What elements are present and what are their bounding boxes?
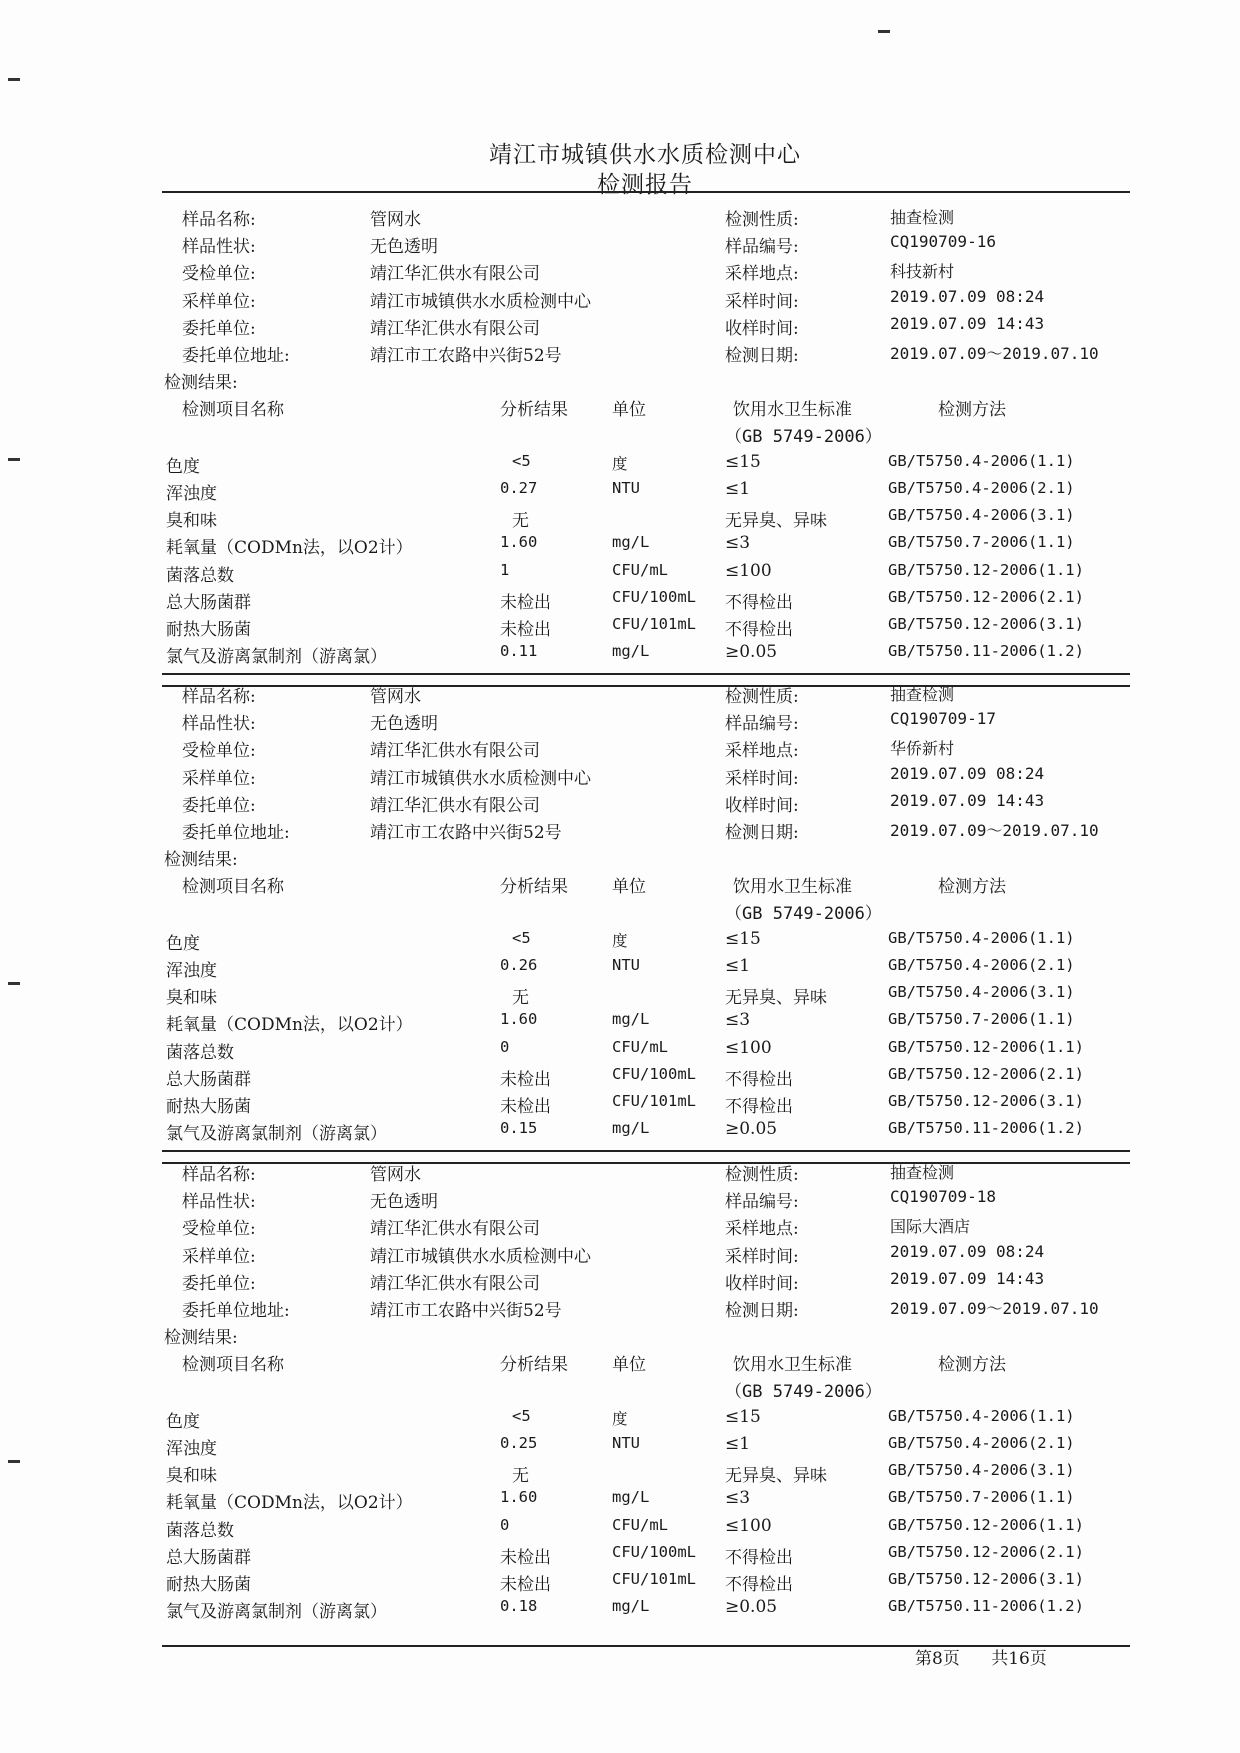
item-standard: 无异臭、异味 (725, 511, 827, 532)
item-method: GB/T5750.4-2006(2.1) (888, 1434, 1075, 1452)
item-name: 耗氧量（CODMn法，以O2计） (166, 538, 413, 559)
results-header-sub (0, 1377, 1240, 1404)
item-unit: 度 (612, 931, 628, 950)
info-row (0, 818, 1240, 845)
results-header (0, 872, 1240, 899)
item-unit: CFU/100mL (612, 1064, 696, 1083)
scan-mark (878, 30, 890, 33)
info-value: 无色透明 (370, 714, 438, 735)
item-standard: ≤3 (725, 1010, 751, 1031)
info-value: 华侨新村 (890, 739, 955, 759)
item-unit: CFU/100mL (612, 1542, 696, 1561)
info-value: 靖江市工农路中兴街52号 (370, 1301, 562, 1321)
item-standard: ≤15 (725, 1406, 761, 1427)
info-label: 受检单位: (182, 1219, 256, 1240)
item-standard: ≤1 (725, 956, 751, 976)
item-standard: ≤1 (725, 1434, 751, 1454)
info-label: 样品性状: (182, 1192, 256, 1213)
item-unit: CFU/101mL (612, 1570, 696, 1588)
item-method: GB/T5750.4-2006(2.1) (888, 479, 1075, 497)
table-row (0, 452, 1240, 479)
item-name: 耗氧量（CODMn法，以O2计） (166, 1493, 413, 1514)
item-name: 总大肠菌群 (166, 1069, 251, 1090)
item-standard: ≥0.05 (725, 1119, 778, 1140)
col-standard-header: 饮用水卫生标准 (733, 877, 852, 898)
info-value: 管网水 (370, 687, 421, 707)
item-method: GB/T5750.12-2006(2.1) (888, 1064, 1084, 1083)
scan-mark (8, 1460, 20, 1463)
item-unit: CFU/100mL (612, 587, 696, 606)
info-label: 受检单位: (182, 264, 256, 285)
table-row (0, 1516, 1240, 1543)
item-standard: ≤15 (725, 451, 761, 472)
col-method-header: 检测方法 (938, 400, 1006, 421)
item-result: 0.25 (500, 1434, 538, 1452)
item-unit: mg/L (612, 1119, 650, 1138)
item-unit: mg/L (612, 1597, 650, 1616)
item-standard: ≤1 (725, 479, 751, 499)
info-value: 靖江华汇供水有限公司 (370, 318, 540, 339)
info-value: 科技新村 (890, 262, 955, 282)
info-value: 2019.07.09 08:24 (890, 1241, 1045, 1261)
item-name: 菌落总数 (166, 1520, 234, 1541)
table-row (0, 1597, 1240, 1624)
item-method: GB/T5750.7-2006(1.1) (888, 533, 1075, 552)
info-label: 样品编号: (725, 1192, 799, 1213)
section-divider (162, 1150, 1130, 1152)
table-row (0, 615, 1240, 642)
col-item-header: 检测项目名称 (182, 877, 284, 898)
info-row (0, 314, 1240, 341)
info-row (0, 1214, 1240, 1241)
item-result: 无 (512, 511, 529, 532)
info-label: 采样地点: (725, 1219, 799, 1240)
item-name: 臭和味 (166, 988, 217, 1009)
item-name: 浑浊度 (166, 961, 217, 981)
item-result: 0.11 (500, 642, 538, 661)
info-value: CQ190709-16 (890, 232, 996, 252)
col-unit-header: 单位 (612, 400, 646, 421)
info-label: 样品性状: (182, 714, 256, 735)
item-result: 0 (500, 1037, 510, 1056)
info-value: 国际大酒店 (890, 1217, 971, 1237)
info-row (0, 1242, 1240, 1269)
info-row (0, 341, 1240, 368)
info-label: 受检单位: (182, 741, 256, 762)
item-method: GB/T5750.12-2006(2.1) (888, 1542, 1084, 1561)
item-result: 未检出 (500, 620, 551, 640)
table-row (0, 929, 1240, 956)
table-row (0, 1119, 1240, 1146)
scan-mark (8, 458, 20, 461)
item-name: 氯气及游离氯制剂（游离氯） (166, 1602, 387, 1623)
item-standard: ≤3 (725, 1488, 751, 1509)
info-value: 抽查检测 (890, 685, 955, 704)
page-number: 第8页 (915, 1649, 960, 1669)
info-label: 委托单位: (182, 795, 256, 816)
info-label: 检测性质: (725, 210, 799, 230)
item-standard: ≥0.05 (725, 1597, 778, 1618)
item-standard: 不得检出 (725, 1575, 793, 1595)
table-row (0, 1488, 1240, 1515)
item-method: GB/T5750.7-2006(1.1) (888, 1488, 1075, 1507)
info-label: 检测性质: (725, 687, 799, 707)
col-result-header: 分析结果 (500, 877, 568, 898)
info-value: 2019.07.09 14:43 (890, 313, 1045, 333)
item-result: 未检出 (500, 1069, 551, 1090)
info-value: 靖江市工农路中兴街52号 (370, 823, 562, 843)
col-standard-sub: （GB 5749-2006） (725, 426, 882, 447)
item-name: 色度 (166, 933, 200, 954)
info-label: 样品名称: (182, 210, 256, 230)
item-name: 耐热大肠菌 (166, 1575, 251, 1595)
item-name: 总大肠菌群 (166, 592, 251, 613)
item-name: 浑浊度 (166, 1439, 217, 1459)
table-row (0, 1092, 1240, 1119)
info-value: 2019.07.09～2019.07.10 (890, 821, 1099, 840)
item-unit: mg/L (612, 1488, 650, 1507)
item-name: 色度 (166, 1411, 200, 1432)
info-value: 靖江华汇供水有限公司 (370, 1219, 540, 1240)
info-row (0, 287, 1240, 314)
item-name: 臭和味 (166, 1466, 217, 1487)
item-result: <5 (512, 1406, 531, 1425)
item-result: <5 (512, 451, 531, 470)
item-standard: 无异臭、异味 (725, 1466, 827, 1487)
item-standard: 无异臭、异味 (725, 988, 827, 1009)
item-method: GB/T5750.4-2006(1.1) (888, 1406, 1075, 1425)
item-method: GB/T5750.11-2006(1.2) (888, 642, 1084, 661)
table-row (0, 1570, 1240, 1597)
info-label: 样品编号: (725, 237, 799, 258)
info-value: 2019.07.09～2019.07.10 (890, 1299, 1099, 1318)
item-name: 色度 (166, 456, 200, 477)
table-row (0, 642, 1240, 669)
info-label: 委托单位地址: (182, 823, 290, 843)
item-standard: ≤100 (725, 560, 772, 581)
info-label: 收样时间: (725, 318, 799, 339)
page-footer (915, 1644, 1073, 1669)
item-name: 氯气及游离氯制剂（游离氯） (166, 647, 387, 668)
info-label: 采样时间: (725, 291, 799, 312)
page-total: 共16页 (991, 1649, 1047, 1669)
item-name: 臭和味 (166, 511, 217, 532)
item-result: 1.60 (500, 533, 538, 552)
item-unit: 度 (612, 454, 628, 473)
info-label: 收样时间: (725, 1273, 799, 1294)
info-value: 靖江华汇供水有限公司 (370, 264, 540, 285)
item-unit: CFU/mL (612, 560, 668, 579)
table-row (0, 588, 1240, 615)
item-standard: 不得检出 (725, 1069, 793, 1090)
info-value: 管网水 (370, 210, 421, 230)
info-row (0, 1269, 1240, 1296)
scan-mark (8, 78, 20, 81)
info-value: 无色透明 (370, 1192, 438, 1213)
item-unit: CFU/101mL (612, 615, 696, 633)
results-header-sub (0, 422, 1240, 449)
sample-section (0, 1160, 1240, 1623)
item-standard: 不得检出 (725, 1547, 793, 1568)
info-row (0, 1160, 1240, 1187)
info-label: 采样单位: (182, 291, 256, 312)
results-header-sub (0, 899, 1240, 926)
item-unit: CFU/mL (612, 1037, 668, 1056)
doc-title: 检测报告 (597, 172, 693, 198)
info-label: 委托单位: (182, 318, 256, 339)
info-value: 2019.07.09 08:24 (890, 763, 1045, 783)
table-row (0, 533, 1240, 560)
info-label: 采样单位: (182, 768, 256, 789)
info-label: 采样地点: (725, 741, 799, 762)
info-label: 检测日期: (725, 346, 799, 366)
item-method: GB/T5750.7-2006(1.1) (888, 1010, 1075, 1029)
info-row (0, 205, 1240, 232)
info-value: 靖江市城镇供水水质检测中心 (370, 768, 591, 789)
info-row (0, 1296, 1240, 1323)
col-item-header: 检测项目名称 (182, 1355, 284, 1376)
item-method: GB/T5750.12-2006(1.1) (888, 1037, 1084, 1056)
item-method: GB/T5750.12-2006(2.1) (888, 587, 1084, 606)
col-result-header: 分析结果 (500, 400, 568, 421)
info-label: 样品名称: (182, 1165, 256, 1185)
top-divider (162, 191, 1130, 193)
info-label: 采样地点: (725, 264, 799, 285)
info-label: 样品编号: (725, 714, 799, 735)
table-row (0, 1010, 1240, 1037)
info-label: 样品性状: (182, 237, 256, 258)
item-method: GB/T5750.4-2006(2.1) (888, 956, 1075, 974)
table-row (0, 1543, 1240, 1570)
item-method: GB/T5750.12-2006(3.1) (888, 615, 1084, 633)
item-unit: mg/L (612, 1010, 650, 1029)
item-method: GB/T5750.4-2006(1.1) (888, 451, 1075, 470)
item-name: 菌落总数 (166, 565, 234, 586)
item-method: GB/T5750.12-2006(1.1) (888, 560, 1084, 579)
item-name: 耐热大肠菌 (166, 1097, 251, 1117)
item-result: 无 (512, 1466, 529, 1487)
item-standard: ≤15 (725, 928, 761, 949)
results-title: 检测结果: (164, 373, 238, 394)
item-result: 1.60 (500, 1010, 538, 1029)
section-divider (162, 673, 1130, 675)
col-standard-sub: （GB 5749-2006） (725, 1381, 882, 1402)
info-label: 检测日期: (725, 823, 799, 843)
col-result-header: 分析结果 (500, 1355, 568, 1376)
table-row (0, 956, 1240, 983)
results-header (0, 395, 1240, 422)
info-row (0, 232, 1240, 259)
item-unit: NTU (612, 479, 640, 497)
item-result: 0.27 (500, 479, 538, 497)
info-value: CQ190709-17 (890, 709, 996, 729)
item-name: 氯气及游离氯制剂（游离氯） (166, 1124, 387, 1145)
item-method: GB/T5750.11-2006(1.2) (888, 1597, 1084, 1616)
info-value: 抽查检测 (890, 1163, 955, 1182)
item-method: GB/T5750.4-2006(1.1) (888, 928, 1075, 947)
item-standard: ≥0.05 (725, 642, 778, 663)
info-row (0, 764, 1240, 791)
table-row (0, 479, 1240, 506)
item-name: 浑浊度 (166, 484, 217, 504)
info-label: 采样单位: (182, 1246, 256, 1267)
info-value: 2019.07.09 14:43 (890, 790, 1045, 810)
item-result: 无 (512, 988, 529, 1009)
info-row (0, 682, 1240, 709)
org-title: 靖江市城镇供水水质检测中心 (489, 142, 801, 168)
item-unit: 度 (612, 1409, 628, 1428)
info-value: 靖江市城镇供水水质检测中心 (370, 1246, 591, 1267)
info-label: 收样时间: (725, 795, 799, 816)
info-value: 2019.07.09～2019.07.10 (890, 344, 1099, 363)
col-method-header: 检测方法 (938, 1355, 1006, 1376)
info-row (0, 709, 1240, 736)
info-row (0, 1187, 1240, 1214)
col-standard-sub: （GB 5749-2006） (725, 903, 882, 924)
item-result: 0.18 (500, 1597, 538, 1616)
item-name: 耐热大肠菌 (166, 620, 251, 640)
item-result: 1.60 (500, 1488, 538, 1507)
scan-mark (8, 982, 20, 985)
info-value: 靖江华汇供水有限公司 (370, 741, 540, 762)
table-row (0, 561, 1240, 588)
info-row (0, 259, 1240, 286)
table-row (0, 1461, 1240, 1488)
item-result: 1 (500, 560, 510, 579)
info-value: 无色透明 (370, 237, 438, 258)
item-standard: 不得检出 (725, 620, 793, 640)
info-row (0, 736, 1240, 763)
item-method: GB/T5750.4-2006(3.1) (888, 506, 1075, 525)
item-result: <5 (512, 928, 531, 947)
info-value: 靖江市城镇供水水质检测中心 (370, 291, 591, 312)
item-result: 未检出 (500, 1097, 551, 1117)
info-label: 采样时间: (725, 1246, 799, 1267)
info-label: 检测性质: (725, 1165, 799, 1185)
info-row (0, 791, 1240, 818)
item-unit: CFU/mL (612, 1515, 668, 1534)
info-value: 管网水 (370, 1165, 421, 1185)
item-name: 菌落总数 (166, 1042, 234, 1063)
info-label: 委托单位地址: (182, 346, 290, 366)
item-standard: ≤3 (725, 533, 751, 554)
item-result: 未检出 (500, 1547, 551, 1568)
item-method: GB/T5750.4-2006(3.1) (888, 1461, 1075, 1480)
item-standard: ≤100 (725, 1037, 772, 1058)
info-label: 采样时间: (725, 768, 799, 789)
table-row (0, 1407, 1240, 1434)
item-method: GB/T5750.12-2006(1.1) (888, 1515, 1084, 1534)
results-header (0, 1350, 1240, 1377)
item-unit: NTU (612, 1434, 640, 1452)
info-value: 靖江市工农路中兴街52号 (370, 346, 562, 366)
item-name: 耗氧量（CODMn法，以O2计） (166, 1015, 413, 1036)
item-standard: 不得检出 (725, 592, 793, 613)
table-row (0, 1038, 1240, 1065)
item-result: 未检出 (500, 1575, 551, 1595)
info-value: 靖江华汇供水有限公司 (370, 1273, 540, 1294)
info-value: 2019.07.09 14:43 (890, 1268, 1045, 1288)
col-unit-header: 单位 (612, 877, 646, 898)
item-method: GB/T5750.12-2006(3.1) (888, 1570, 1084, 1588)
table-row (0, 506, 1240, 533)
item-unit: CFU/101mL (612, 1092, 696, 1110)
results-title: 检测结果: (164, 1328, 238, 1349)
item-unit: NTU (612, 956, 640, 974)
item-method: GB/T5750.4-2006(3.1) (888, 983, 1075, 1002)
item-result: 未检出 (500, 592, 551, 613)
col-unit-header: 单位 (612, 1355, 646, 1376)
item-result: 0.15 (500, 1119, 538, 1138)
col-standard-header: 饮用水卫生标准 (733, 400, 852, 421)
table-row (0, 1065, 1240, 1092)
info-value: CQ190709-18 (890, 1187, 996, 1207)
table-row (0, 983, 1240, 1010)
table-row (0, 1434, 1240, 1461)
info-label: 检测日期: (725, 1301, 799, 1321)
item-unit: mg/L (612, 533, 650, 552)
col-method-header: 检测方法 (938, 877, 1006, 898)
item-unit: mg/L (612, 642, 650, 661)
item-method: GB/T5750.12-2006(3.1) (888, 1092, 1084, 1110)
item-standard: 不得检出 (725, 1097, 793, 1117)
item-result: 0.26 (500, 956, 538, 974)
col-item-header: 检测项目名称 (182, 400, 284, 421)
info-value: 抽查检测 (890, 208, 955, 227)
info-value: 靖江华汇供水有限公司 (370, 795, 540, 816)
item-method: GB/T5750.11-2006(1.2) (888, 1119, 1084, 1138)
sample-section (0, 205, 1240, 668)
info-label: 委托单位: (182, 1273, 256, 1294)
col-standard-header: 饮用水卫生标准 (733, 1355, 852, 1376)
info-label: 样品名称: (182, 687, 256, 707)
item-name: 总大肠菌群 (166, 1547, 251, 1568)
item-result: 0 (500, 1515, 510, 1534)
sample-section (0, 682, 1240, 1145)
info-label: 委托单位地址: (182, 1301, 290, 1321)
item-standard: ≤100 (725, 1515, 772, 1536)
results-title: 检测结果: (164, 850, 238, 871)
info-value: 2019.07.09 08:24 (890, 286, 1045, 306)
